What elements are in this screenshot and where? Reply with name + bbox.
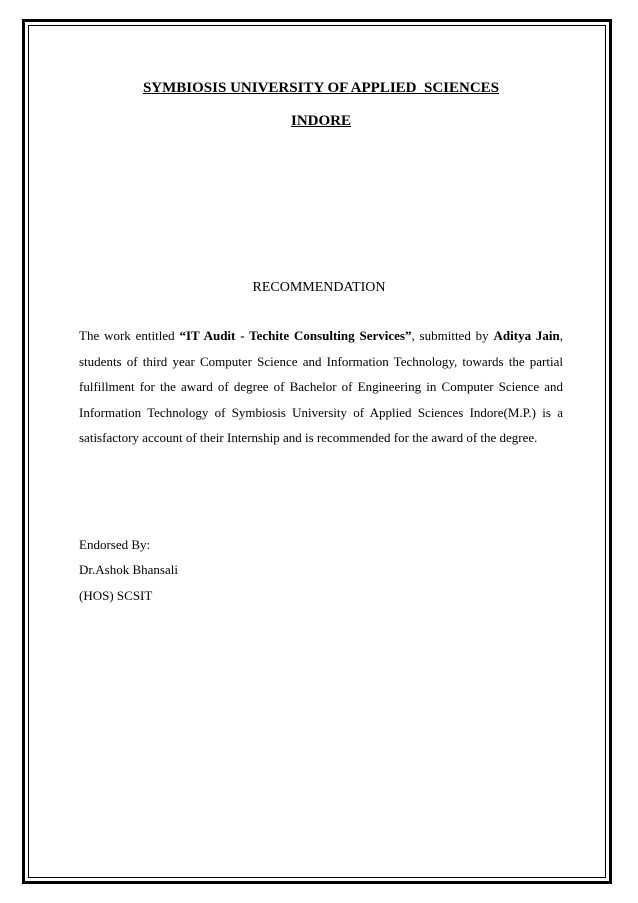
section-title: RECOMMENDATION [252, 280, 386, 295]
project-title: “IT Audit - Techite Consulting Services” [179, 328, 412, 343]
endorsed-by-label: Endorsed By: [79, 537, 151, 552]
recommendation-paragraph [79, 323, 563, 451]
university-heading: SYMBIOSIS UNIVERSITY OF APPLIED SCIENCES [142, 80, 500, 96]
body-text-rest: , students of third year Computer Science and Information Technology, towards the partial fulfillment for the award of degree of Bachelor of Engineering in Computer Science and Information Technology of Symbiosis University of Applied Sciences Indore(M.P.) is a satisfactory account of their Internship and is recommended for the award of the degree. [79, 328, 564, 445]
endorser-name: Dr.Ashok Bhansali [79, 562, 178, 577]
student-name: Aditya Jain [493, 328, 560, 343]
endorser-designation: (HOS) SCSIT [79, 588, 153, 603]
body-text-submitted: , submitted by [411, 328, 494, 343]
body-text-intro: The work entitled [79, 328, 180, 343]
page-border-inner [28, 25, 606, 878]
city-heading: INDORE [290, 113, 351, 129]
